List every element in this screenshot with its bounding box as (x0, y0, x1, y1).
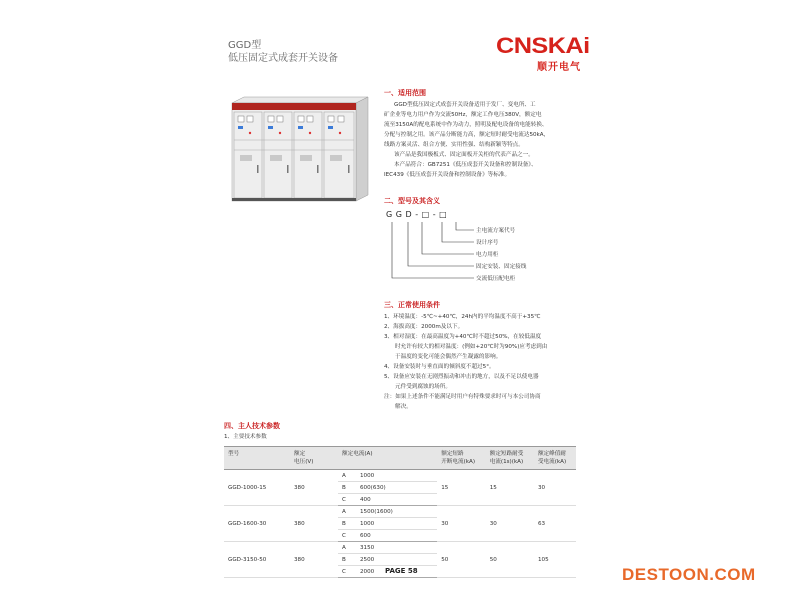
cell-current-value: 2000 (356, 566, 437, 578)
cell-breaking: 30 (437, 506, 486, 542)
paragraph-line: 流至3150A的配电系统中作为动力，照明及配电设备的电能转换、 (384, 122, 548, 128)
th-peak: 额定峰值耐 受电流(kA) (534, 447, 576, 470)
code-label: 交流低压配电柜 (476, 276, 516, 282)
table-row (224, 470, 576, 482)
cell-current-value: 1500(1600) (356, 506, 437, 518)
cell-current-value: 1000 (356, 518, 437, 530)
cell-current-class: C (338, 494, 356, 506)
condition-line: 注：如果上述条件不能满足时用户有特殊要求时可与本公司协商 (384, 394, 541, 400)
cell-current-value: 1000 (356, 470, 437, 482)
cell-current-class: B (338, 554, 356, 566)
cell-breaking: 15 (437, 470, 486, 506)
th-withstand: 额定短路耐受 电流(1s)(kA) (486, 447, 534, 470)
condition-line: 解决。 (395, 404, 412, 410)
brand-logo: CNSKAi (496, 33, 590, 58)
cell-current-class: B (338, 518, 356, 530)
paragraph-line: 矿企业等电力用户作为交流50Hz，额定工作电压380V，额定电 (384, 112, 542, 118)
switchgear-cabinet-image (230, 95, 370, 205)
code-label: 设计序号 (476, 240, 499, 246)
section-4-title: 四、主人技术参数 (224, 422, 280, 430)
cell-current-value: 3150 (356, 542, 437, 554)
section-3-title: 三、正常使用条件 (384, 301, 440, 309)
cell-current-class: C (338, 566, 356, 578)
cell-current-value: 600(630) (356, 482, 437, 494)
brand-chinese-name: 顺开电气 (537, 62, 581, 73)
cell-peak: 30 (534, 470, 576, 506)
cell-current-value: 600 (356, 530, 437, 542)
page-number: PAGE 58 (385, 567, 418, 575)
model-code: G G D - □ - □ (386, 210, 448, 219)
cell-current-value: 400 (356, 494, 437, 506)
cell-withstand: 15 (486, 470, 534, 506)
watermark: DESTOON.COM (622, 565, 756, 584)
condition-line: 元件受到腐蚀的场所。 (395, 384, 451, 390)
paragraph-line: GGD型低压固定式成套开关设备适用于发厂、变电所、工 (394, 102, 536, 108)
paragraph-line: 本产品符合：GB7251《低压成套开关设备和控制设备》、 (394, 162, 537, 168)
condition-line: 3、相对湿度：在最高温度为+40℃时不超过50%，在较低温度 (384, 334, 542, 340)
condition-line: 4、设备安装时与垂直面的倾斜度不超过5°。 (384, 364, 495, 370)
th-breaking: 额定短路 开断电流(kA) (437, 447, 486, 470)
table-header-row (224, 447, 576, 470)
th-current: 额定电流(A) (338, 447, 437, 470)
cell-withstand: 30 (486, 506, 534, 542)
section-4-subtitle: 1、主要技术参数 (224, 434, 267, 440)
cell-current-value: 2500 (356, 554, 437, 566)
cell-breaking: 50 (437, 542, 486, 578)
th-model: 型号 (224, 447, 290, 470)
section-1-body (384, 100, 594, 180)
section-2-title: 二、型号及其含义 (384, 197, 440, 205)
cell-voltage: 380 (290, 506, 338, 542)
table-row (224, 542, 576, 554)
condition-line: 2、海拔高度：2000m及以下。 (384, 324, 464, 330)
cell-voltage: 380 (290, 470, 338, 506)
table-row (224, 506, 576, 518)
paragraph-line: 线路方案灵活、组合方便、实用性强、结构新颖等特点。 (384, 142, 524, 148)
cell-model: GGD-1000-15 (224, 470, 290, 506)
th-voltage: 额定 电压(V) (290, 447, 338, 470)
section-1-title: 一、适用范围 (384, 89, 426, 97)
model-code-labels (476, 225, 526, 285)
doc-title-line2: 低压固定式成套开关设备 (228, 53, 338, 64)
cell-model: GGD-1600-30 (224, 506, 290, 542)
cell-voltage: 380 (290, 542, 338, 578)
cell-current-class: C (338, 530, 356, 542)
cell-current-class: A (338, 506, 356, 518)
cell-current-class: A (338, 542, 356, 554)
condition-line: 时允许有较大的相对温度：(例如+20℃时为90%)应考虑到由 (395, 344, 548, 350)
code-label: 主电流方案代号 (476, 228, 516, 234)
cell-current-class: A (338, 470, 356, 482)
model-code-diagram (386, 222, 476, 292)
paragraph-line: 该产品是我国极板式、固定面板开关柜的代表产品之一。 (394, 152, 534, 158)
condition-line: 5、设备应安装在无剧烈振动和冲击的地方，以及不足以使电器 (384, 374, 539, 380)
condition-line: 1、环境温度：-5℃~+40℃，24h内的平均温度不高于+35℃ (384, 314, 541, 320)
paragraph-line: IEC439《低压成套开关设备和控制设备》等标准。 (384, 172, 511, 178)
cell-peak: 63 (534, 506, 576, 542)
section-3-body (384, 312, 599, 412)
condition-line: 于温度的变化可能会偶然产生凝露的影响。 (395, 354, 502, 360)
cell-withstand: 50 (486, 542, 534, 578)
cell-current-class: B (338, 482, 356, 494)
code-label: 电力用柜 (476, 252, 499, 258)
doc-title-line1: GGD型 (228, 40, 262, 51)
cell-peak: 105 (534, 542, 576, 578)
paragraph-line: 分配与控制之用。该产品分断能力高，额定短时耐受电流达50kA， (384, 132, 550, 138)
code-label: 固定安装、固定接线 (476, 264, 527, 270)
cell-model: GGD-3150-50 (224, 542, 290, 578)
technical-parameters-table (224, 446, 576, 578)
